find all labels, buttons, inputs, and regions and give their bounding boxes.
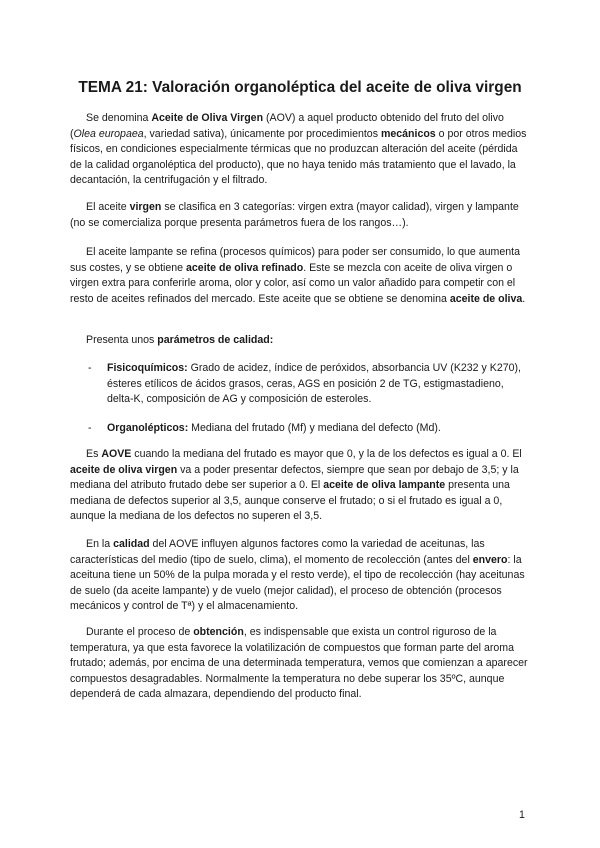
bold-term-envero: envero [472,553,508,566]
text-run: (AOV) a aquel producto obtenido del fruto del olivo ( [70,112,504,140]
text-run: va a poder presentar defectos, siempre que sean por debajo de 3,5; y la mediana del atributo frutado debe ser superior a 0. El [70,463,519,492]
text-run: , es indispensable que exista un control riguroso de la temperatura, ya que esta favorece la volatilización de compuestos que forman parte del aroma frutado; además, por encima de una determinada temperatura, vemos que comienzan a aparecer compuestos desagradables. Normalmente la temperatura no debe superar los 35ºC, aunque dependerá de cada almazara, dependiendo del producto final. [70,626,528,701]
text-run: Mediana del frutado (Mf) y mediana del defecto (Md). [188,422,441,434]
paragraph-obtencion [70,625,530,703]
bold-term-refinado: aceite de oliva refinado [186,261,304,274]
bold-term-organolepticos: Organolépticos: [107,422,189,434]
paragraph-aove-clasificacion [70,447,530,525]
text-run: El aceite lampante se refina (procesos químicos) para poder ser consumido, lo que aumenta sus costes, y se obtiene [70,246,520,274]
bold-term-lampante: aceite de oliva lampante [323,479,446,492]
italic-species-name: Olea europaea [73,127,144,140]
list-bullet-dash: - [88,362,92,374]
bold-term-mecanicos: mecánicos [380,127,436,140]
bold-term-virgen-oliva: aceite de oliva virgen [70,463,178,476]
text-run: , variedad sativa), únicamente por procedimientos [143,127,381,140]
text-run: Grado de acidez, índice de peróxidos, absorbancia UV (K232 y K270), ésteres etílicos de ácidos grasos, ceras, AGS en posición 2 de TG, estigmastadieno, delta-K, composición de AG y composición de esteroles. [107,362,521,406]
bold-term-obtencion: obtención [193,626,244,638]
list-bullet-dash: - [88,422,92,434]
bold-term-aove: AOVE [101,448,132,460]
text-run: . Este se mezcla con aceite de oliva virgen o virgen extra para conferirle aroma, olor y color, así como un valor añadido para competir con el resto de aceites refinados del mercado. Este aceite que se obtiene se denomina [70,261,516,305]
text-run: Es [86,448,102,460]
paragraph-categories [70,200,530,231]
bold-term-parametros: parámetros de calidad: [157,334,274,346]
text-run: Presenta unos [86,334,158,346]
page-number: 1 [519,809,525,821]
paragraph-parametros-intro [70,333,530,349]
text-run: o por otros medios físicos, en condiciones especialmente térmicas que no produzcan alteración del aceite (pérdida de la calidad organoléptica del producto), que no haya tenido más tratamiento que el lavado, la decantación, la centrifugación y el filtrado. [70,127,527,187]
text-run: Se denomina [86,112,152,124]
text-run: : la aceituna tiene un 50% de la pulpa morada y el resto verde), el tipo de recolección (hay aceitunas de suelo (da aceite lampante) y de vuelo (mejor calidad), el proceso de obtención (procesos mecánicos y control de Tª) y el almacenamiento. [70,553,525,613]
list-item-organolepticos [107,421,532,437]
bold-term-calidad: calidad [113,538,150,550]
paragraph-aov-definition [70,111,530,189]
text-run: se clasifica en 3 categorías: virgen extra (mayor calidad), virgen y lampante (no se comercializa porque presenta parámetros fuera de los rangos…). [70,201,519,229]
text-run: presenta una mediana de defectos superior al 3,5, aunque conserve el frutado; o si el frutado es igual a 0, aunque la mediana de los defectos no superen el 3,5. [70,479,510,523]
bold-term-fisicoquimicos: Fisicoquímicos: [107,362,188,374]
list-item-fisicoquimicos [107,361,532,408]
paragraph-calidad-factores [70,537,530,615]
page-title: TEMA 21: Valoración organoléptica del aceite de oliva virgen [78,79,522,96]
text-run: En la [86,538,114,550]
paragraph-refinado [70,245,530,307]
text-run: El aceite [86,201,130,213]
bold-term-virgen: virgen [129,201,162,213]
bold-term-aov: Aceite de Oliva Virgen [151,112,264,124]
bold-term-aceite-de-oliva: aceite de oliva [449,292,523,305]
text-run: . [522,292,526,305]
text-run: cuando la mediana del frutado es mayor que 0, y la de los defectos es igual a 0. El [131,448,522,460]
text-run: del AOVE influyen algunos factores como la variedad de aceitunas, las características del medio (tipo de suelo, clima), el momento de recolección (antes del [70,538,485,566]
text-run: Durante el proceso de [86,626,194,638]
